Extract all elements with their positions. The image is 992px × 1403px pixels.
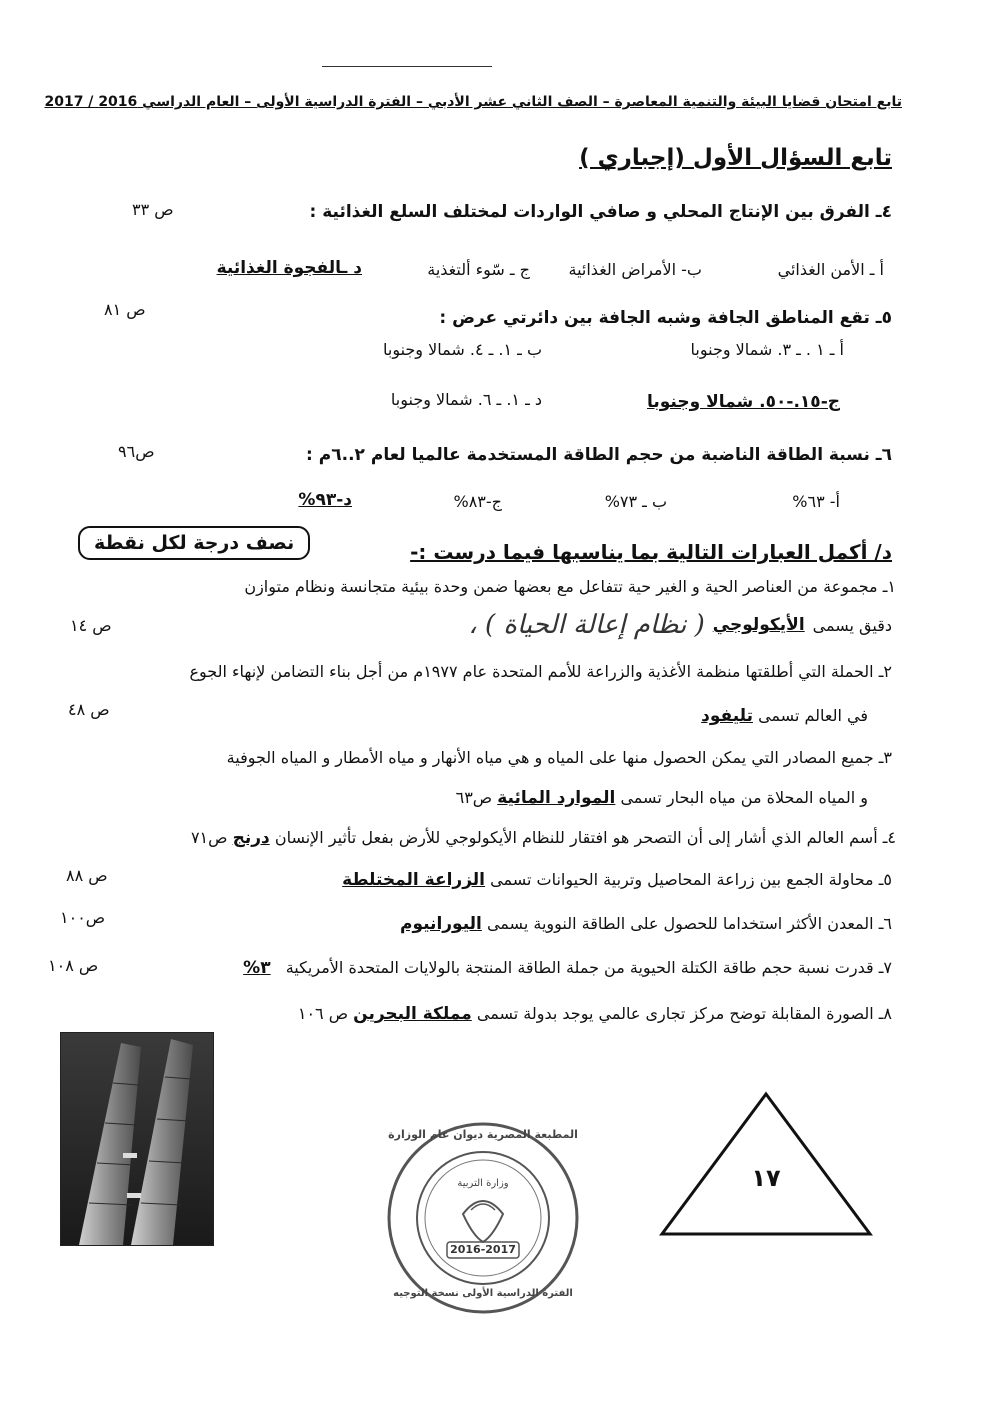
- official-stamp: [383, 1118, 583, 1318]
- q6-option-b: ب ـ ٧٣%: [604, 492, 667, 511]
- trade-center-graphic: [61, 1033, 213, 1245]
- q6-option-c: ج-٨٣%: [453, 492, 502, 511]
- q4-option-c: ج ـ سّوء ألتغذية: [427, 260, 530, 279]
- item-2-lead: في العالم تسمى: [758, 706, 868, 725]
- item-5-text: ٥ـ محاولة الجمع بين زراعة المحاصيل وتربية الحيوانات تسمى: [490, 870, 892, 889]
- q6-option-a: أ- ٦٣%: [792, 492, 840, 511]
- trade-center-photo: [60, 1032, 214, 1246]
- q4-page-ref: ص ٣٣: [132, 200, 174, 219]
- q4-option-a: أ ـ الأمن الغذائي: [777, 260, 884, 279]
- item-1-lead: دقيق يسمى: [812, 615, 892, 635]
- q4-option-d-answer: د ـالفجوة الغذائية: [216, 258, 362, 278]
- stamp-years: 2016-2017: [450, 1243, 516, 1256]
- q5-option-c-answer: ج-١٥.-٥٠. شمالا وجنوبا: [647, 392, 840, 412]
- page-number: ١٧: [751, 1164, 781, 1192]
- item-6-answer: اليورانيوم: [400, 914, 482, 934]
- item-8-answer: مملكة البحرين: [353, 1004, 472, 1024]
- item-4-answer: درنج: [232, 828, 270, 848]
- item-3-lead: و المياه المحلاة من مياه البحار تسمى: [620, 788, 868, 807]
- q6-option-d-answer: د-٩٣%: [298, 490, 352, 510]
- item-8: [298, 1004, 892, 1024]
- item-6-text: ٦ـ المعدن الأكثر استخداما للحصول على الطاقة النووية يسمى: [486, 914, 892, 933]
- stamp-inner-text: وزارة التربية: [457, 1178, 509, 1189]
- item-3-answer: الموارد المائية: [497, 788, 616, 808]
- stamp-outer-text: المطبعة المصرية ديوان عام الوزارة: [388, 1128, 578, 1141]
- item-5-page-ref: ص ٨٨: [66, 866, 108, 885]
- item-5: [342, 870, 892, 890]
- item-6-page-ref: ص١٠٠: [60, 908, 106, 927]
- question-6: ٦ـ نسبة الطاقة الناضبة من حجم الطاقة المستخدمة عالميا لعام ٢..٦م :: [306, 445, 892, 465]
- q5-option-a: أ ـ ١ . ـ ٣. شمالا وجنوبا: [690, 340, 844, 359]
- question-4: ٤ـ الفرق بين الإنتاج المحلي و صافي الواردات لمختلف السلع الغذائية :: [309, 202, 892, 222]
- item-7: [243, 958, 892, 978]
- q6-page-ref: ص٩٦: [118, 442, 155, 461]
- section-title: تابع السؤال الأول (إجباري ): [579, 145, 892, 171]
- page-number-triangle: [656, 1090, 876, 1240]
- item-6: [400, 914, 892, 934]
- item-8-text: ٨ـ الصورة المقابلة توضح مركز تجارى عالمي يوجد بدولة تسمى: [476, 1004, 892, 1023]
- item-1-line-1: ١ـ مجموعة من العناصر الحية و الغير حية تتفاعل مع بعضها ضمن وحدة بيئية متجانسة ونظام متوازن: [244, 577, 896, 596]
- item-8-page-ref: ص ١٠٦: [297, 1004, 349, 1023]
- item-1-handwritten: ( نظام إعالة الحياة ) ،: [468, 610, 705, 640]
- top-rule: [322, 66, 492, 67]
- item-7-answer: ٣%: [243, 958, 271, 978]
- question-5: ٥ـ تقع المناطق الجافة وشبه الجافة بين دائرتي عرض :: [439, 308, 892, 328]
- item-3-page-ref: ص٦٣: [455, 788, 493, 807]
- item-7-text: ٧ـ قدرت نسبة حجم طاقة الكتلة الحيوية من جملة الطاقة المنتجة بالولايات المتحدة الأمريكية: [285, 958, 892, 977]
- item-4-text: ٤ـ أسم العالم الذي أشار إلى أن التصحر هو افتقار للنظام الأيكولوجي للأرض بفعل تأثير الإنسان: [274, 828, 896, 847]
- q5-option-d: د ـ ١. ـ ٦. شمالا وجنوبا: [390, 390, 542, 409]
- item-4-page-ref: ص٧١: [190, 828, 228, 847]
- q4-option-b: ب- الأمراض الغذائية: [568, 260, 702, 279]
- item-2-line-2: [701, 706, 868, 726]
- item-5-answer: الزراعة المختلطة: [342, 870, 486, 890]
- item-1-answer: الأيكولوجي: [712, 615, 805, 635]
- section-d-title: د/ أكمل العبارات التالية بما يناسبها فيما درست :-: [410, 540, 892, 564]
- item-7-page-ref: ص ١٠٨: [48, 956, 99, 975]
- item-1-page-ref: ص ١٤: [70, 616, 112, 635]
- item-3-line-1: ٣ـ جميع المصادر التي يمكن الحصول منها على المياه و هي مياه الأنهار و مياه الأمطار و المياه الجوفية: [226, 748, 892, 767]
- q5-option-b: ب ـ ١. ـ ٤. شمالا وجنوبا: [382, 340, 542, 359]
- item-2-line-1: ٢ـ الحملة التي أطلقتها منظمة الأغذية والزراعة للأمم المتحدة عام ١٩٧٧م من أجل بناء التضامن لإنهاء الجوع: [189, 662, 892, 681]
- item-3-line-2: [456, 788, 868, 808]
- item-4: [191, 828, 896, 848]
- item-1-line-2: [468, 610, 892, 640]
- item-2-answer: تليفود: [701, 706, 753, 726]
- points-badge: نصف درجة لكل نقطة: [78, 526, 310, 560]
- q5-page-ref: ص ٨١: [104, 300, 146, 319]
- exam-header: تابع امتحان قضايا البيئة والتنمية المعاصرة – الصف الثاني عشر الأدبي – الفترة الدراسية الأولى – العام الدراسي 2016 / 2017: [44, 94, 902, 110]
- item-2-page-ref: ص ٤٨: [68, 700, 110, 719]
- stamp-bottom-text: الفترة الدراسية الأولى نسخة التوجيه: [393, 1288, 573, 1299]
